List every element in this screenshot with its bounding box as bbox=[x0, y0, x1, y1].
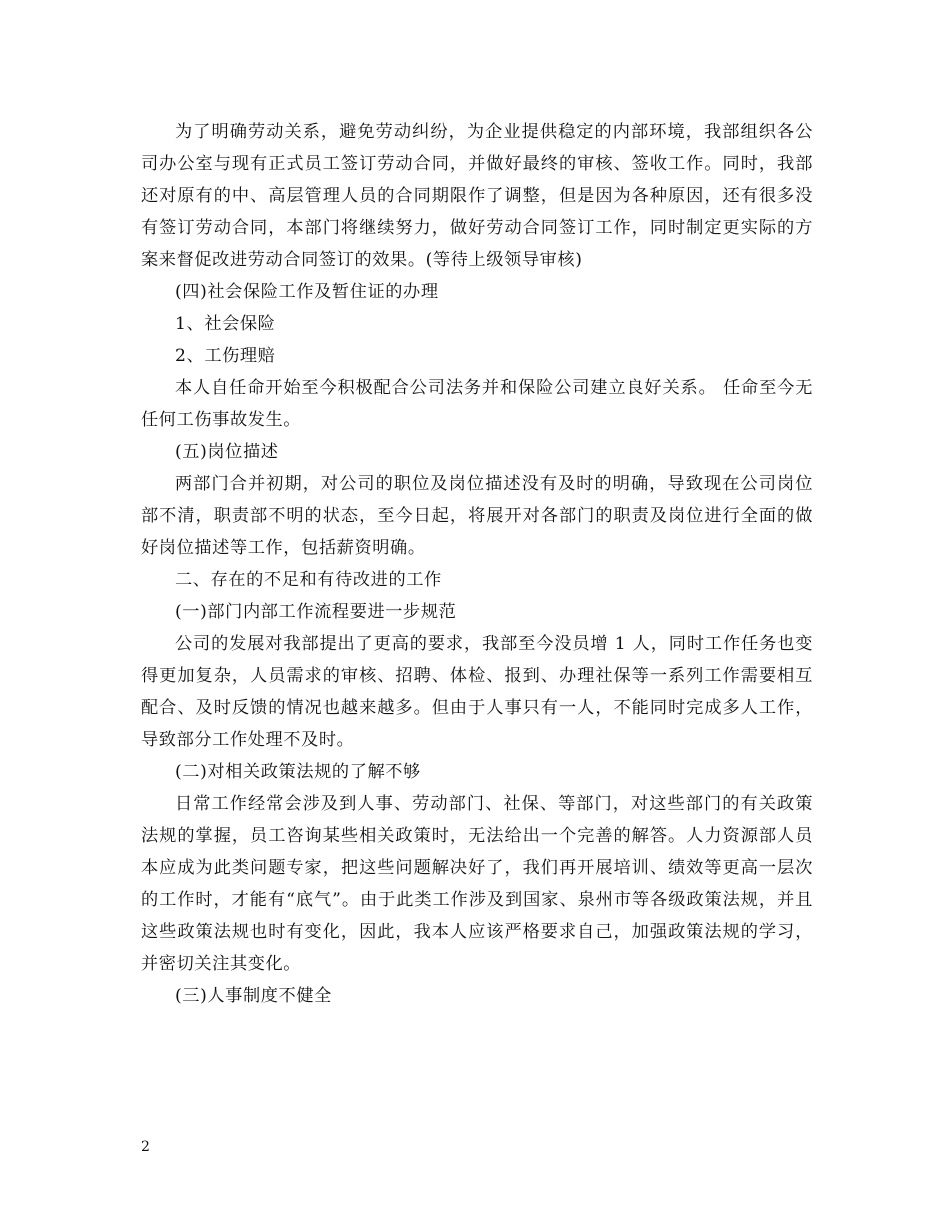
heading-hr-system: (三)人事制度不健全 bbox=[175, 986, 332, 1006]
paragraph-labor-contracts: 为了明确劳动关系，避免劳动纠纷，为企业提供稳定的内部环境，我部组织各公司办公室与现有正式员工签订劳动合同，并做好最终的审核、签收工作。同时，我部还对原有的中、高层管理人员的合同期限作了调整，但是因为各种原因，还有很多没有签订劳动合同，本部门将继续努力，做好劳动合同签订工作，同时制定更实际的方案来督促改进劳动合同签订的效果。(等待上级领导审核) bbox=[141, 122, 813, 270]
item-injury-claims: 2、工伤理赔 bbox=[175, 346, 276, 366]
paragraph-policy-knowledge: 日常工作经常会涉及到人事、劳动部门、社保、等部门，对这些部门的有关政策法规的掌握，员工咨询某些相关政策时，无法给出一个完善的解答。人力资源部人员本应成为此类问题专家，把这些问题解决好了，我们再开展培训、绩效等更高一层次的工作时，才能有“底气”。由于此类工作涉及到国家、泉州市等各级政策法规，并且这些政策法规也时有变化，因此，我本人应该严格要求自己，加强政策法规的学习，并密切关注其变化。 bbox=[141, 794, 813, 974]
heading-shortcomings: 二、存在的不足和有待改进的工作 bbox=[175, 570, 442, 590]
heading-job-description: (五)岗位描述 bbox=[175, 442, 279, 462]
paragraph-job-description: 两部门合并初期，对公司的职位及岗位描述没有及时的明确，导致现在公司岗位部不清，职责部不明的状态，至今日起，将展开对各部门的职责及岗位进行全面的做好岗位描述等工作，包括薪资明确。 bbox=[141, 474, 813, 558]
heading-workflow: (一)部门内部工作流程要进一步规范 bbox=[175, 602, 457, 622]
heading-social-insurance: (四)社会保险工作及暂住证的办理 bbox=[175, 282, 439, 302]
page-number: 2 bbox=[141, 1139, 150, 1155]
paragraph-injury-claims: 本人自任命开始至今积极配合公司法务并和保险公司建立良好关系。 任命至今无任何工伤事故发生。 bbox=[141, 378, 813, 430]
paragraph-workflow: 公司的发展对我部提出了更高的要求，我部至今没员增 1 人，同时工作任务也变得更加复杂，人员需求的审核、招聘、体检、报到、办理社保等一系列工作需要相互配合、及时反馈的情况也越来越多。但由于人事只有一人，不能同时完成多人工作，导致部分工作处理不及时。 bbox=[141, 634, 813, 750]
body-text bbox=[141, 116, 813, 1012]
heading-policy-knowledge: (二)对相关政策法规的了解不够 bbox=[175, 762, 421, 782]
item-social-insurance: 1、社会保险 bbox=[175, 314, 276, 334]
